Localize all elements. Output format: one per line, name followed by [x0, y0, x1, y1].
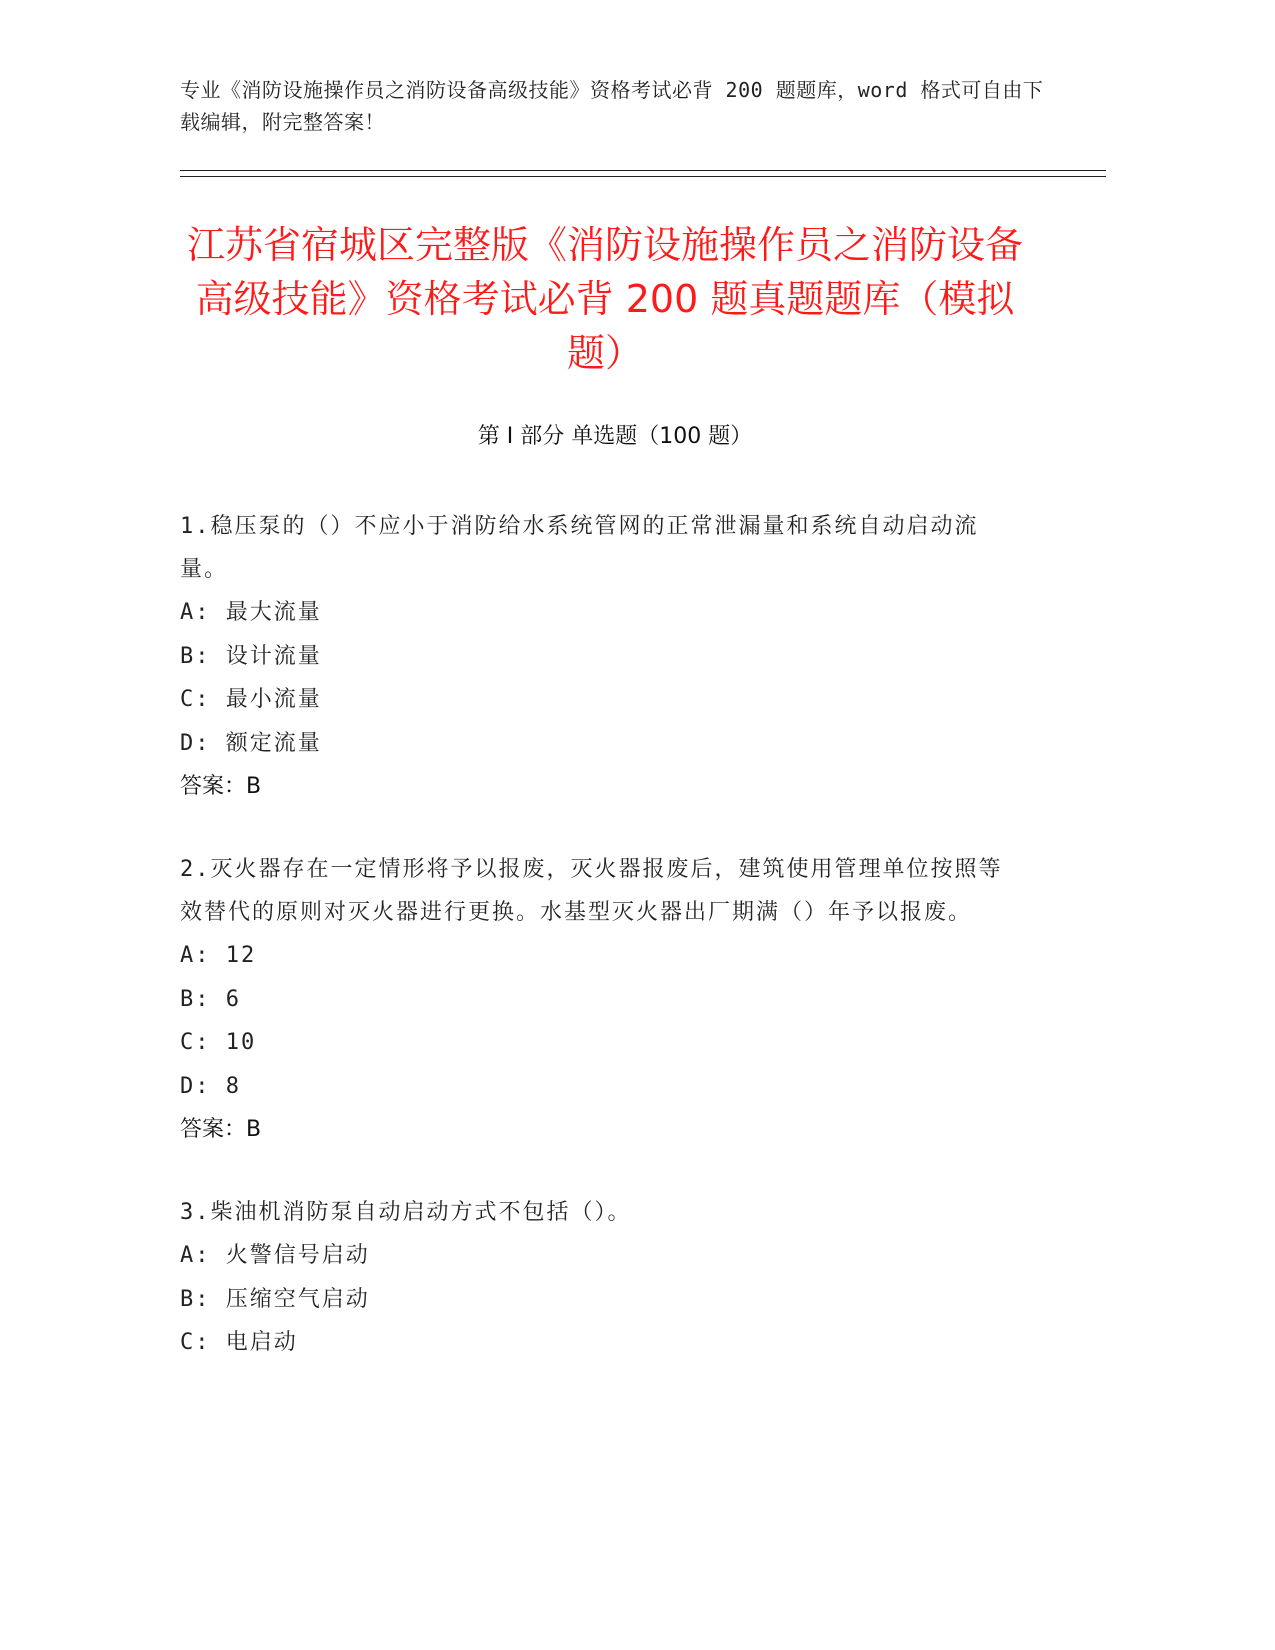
option-c: C: 10 — [180, 1030, 257, 1055]
document-title: 江苏省宿城区完整版《消防设施操作员之消防设备高级技能》资格考试必背 200 题真题题库（模拟题） — [186, 223, 1023, 375]
question-stem: 3.柴油机消防泵自动启动方式不包括（）。 — [180, 1200, 632, 1225]
header-rule-top — [180, 170, 1106, 171]
document-header-note: 专业《消防设施操作员之消防设备高级技能》资格考试必背 200 题题库，word 格式可自由下载编辑，附完整答案！ — [180, 78, 1044, 134]
option-b: B: 设计流量 — [180, 643, 322, 669]
question-stem: 2.灭火器存在一定情形将予以报废，灭火器报废后，建筑使用管理单位按照等效替代的原则对灭火器进行更换。水基型灭火器出厂期满（）年予以报废。 — [180, 857, 1003, 925]
option-c: C: 最小流量 — [180, 687, 322, 712]
option-a: A: 12 — [180, 943, 257, 968]
header-rule-bottom — [180, 176, 1106, 177]
part-heading: 第 I 部分 单选题（100 题） — [477, 424, 753, 449]
option-b: B: 压缩空气启动 — [180, 1286, 370, 1312]
option-d: D: 额定流量 — [180, 730, 322, 756]
answer: 答案：B — [180, 774, 262, 799]
question-3 — [180, 1191, 1020, 1365]
question-list — [180, 505, 1020, 1405]
question-1 — [180, 505, 1020, 808]
option-c: C: 电启动 — [180, 1330, 298, 1355]
question-2 — [180, 848, 1020, 1151]
option-a: A: 火警信号启动 — [180, 1243, 370, 1268]
question-stem: 1.稳压泵的（）不应小于消防给水系统管网的正常泄漏量和系统自动启动流量。 — [180, 514, 979, 582]
answer: 答案：B — [180, 1117, 262, 1142]
option-d: D: 8 — [180, 1073, 241, 1099]
option-b: B: 6 — [180, 986, 241, 1012]
option-a: A: 最大流量 — [180, 600, 322, 625]
